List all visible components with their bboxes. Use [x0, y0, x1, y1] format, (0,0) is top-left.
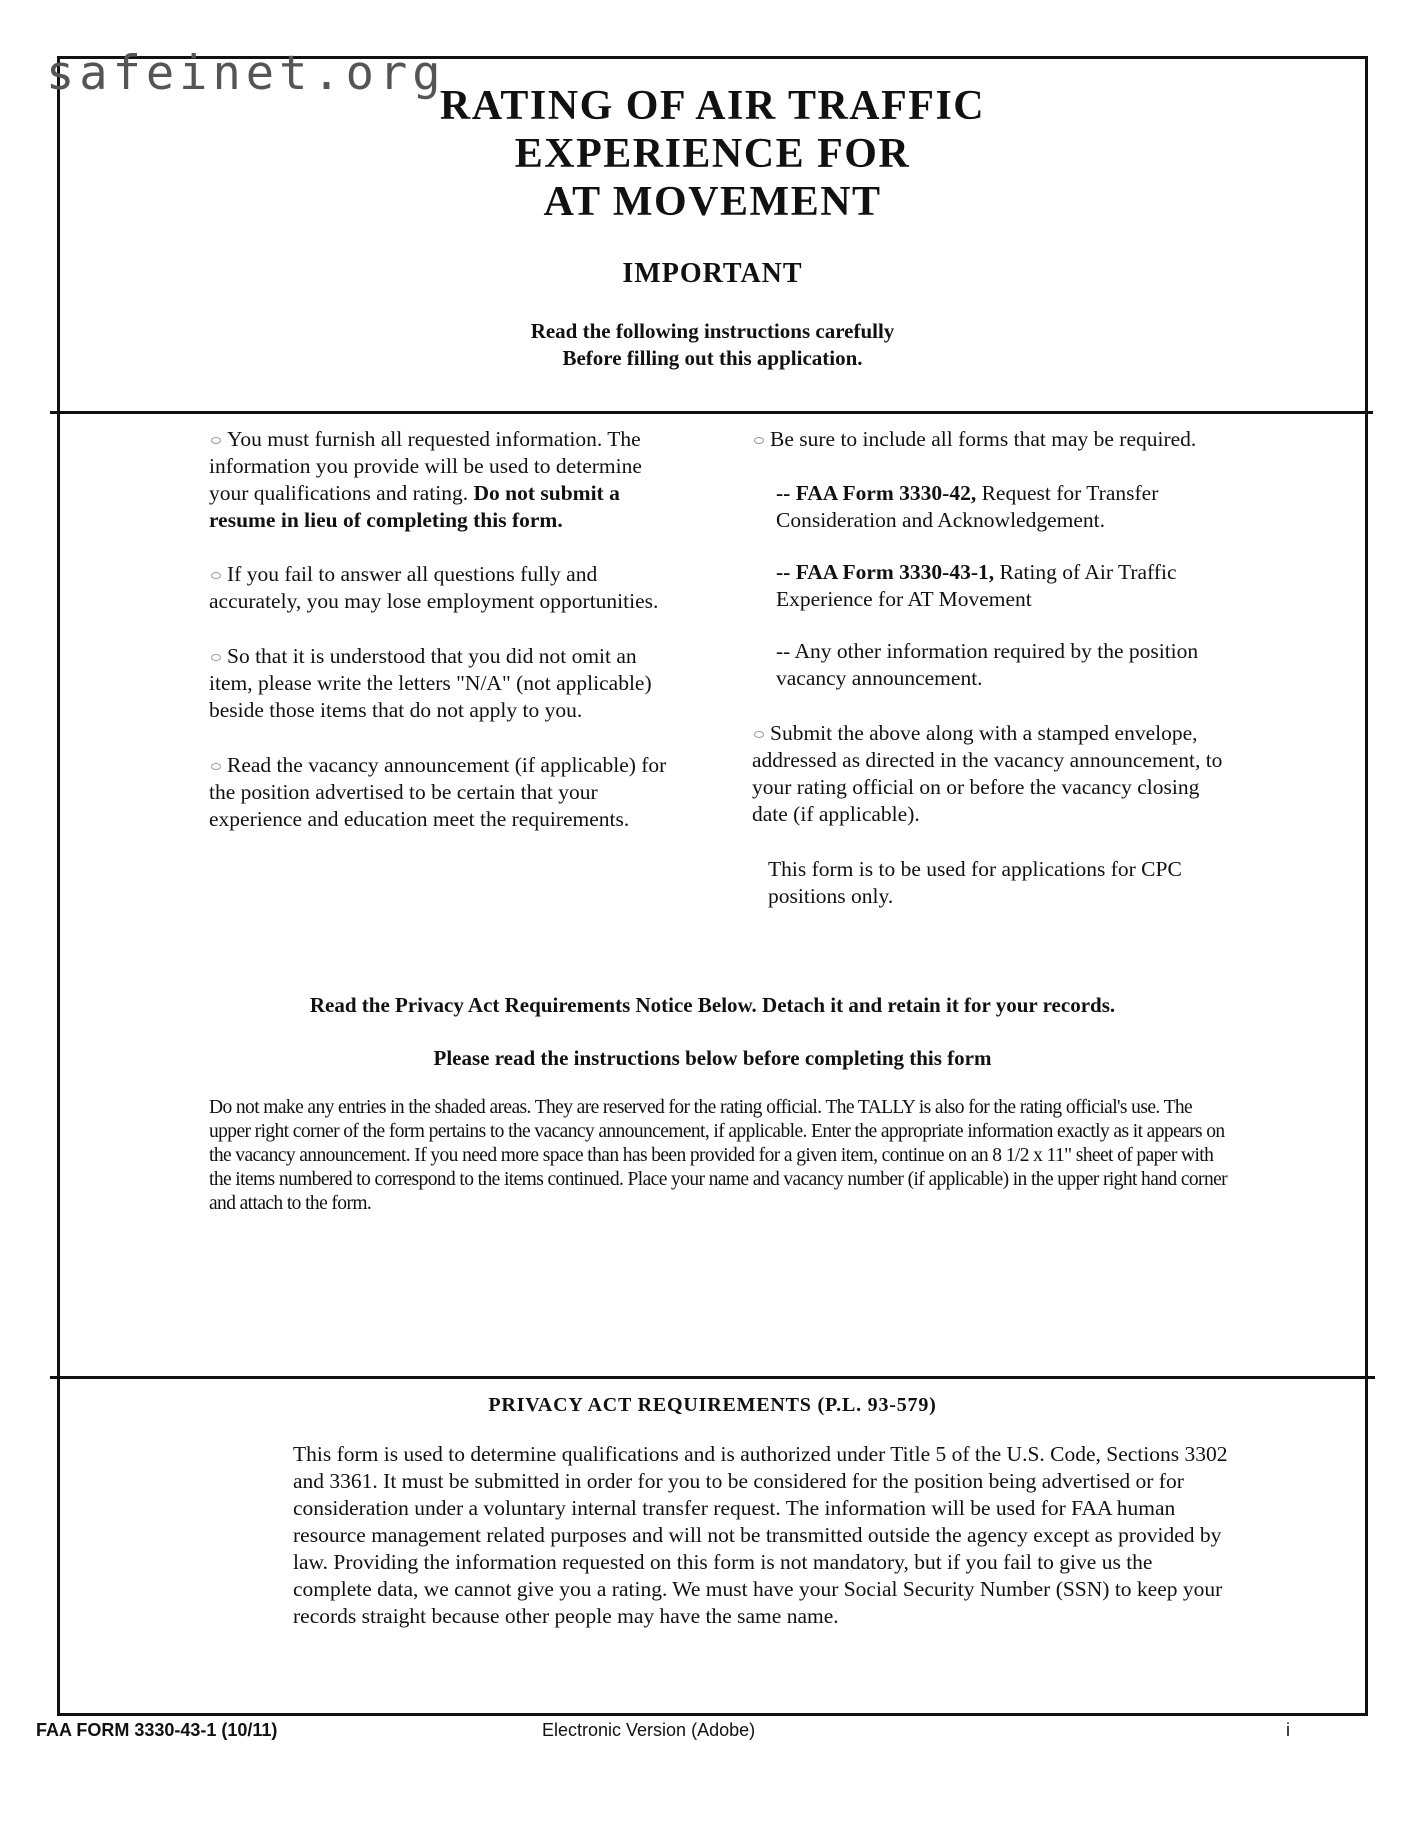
footer-form-id: FAA FORM 3330-43-1 (10/11)	[36, 1720, 278, 1740]
section-divider-bottom	[50, 1376, 1375, 1379]
read-instructions	[0, 318, 1419, 372]
instructions-right-column	[752, 426, 1232, 910]
title-line-2: EXPERIENCE FOR	[514, 131, 911, 177]
footer-version: Electronic Version (Adobe)	[542, 1720, 756, 1740]
instruction-item: If you fail to answer all questions fully and accurately, you may lose employment opportunities.	[209, 562, 659, 613]
bullet-icon	[211, 437, 221, 444]
bullet-icon	[211, 654, 221, 661]
page-title	[0, 82, 1419, 226]
section-divider-top	[50, 411, 1373, 414]
instruction-item: Read the vacancy announcement (if applicable) for the position advertised to be certain that your experience and education meet the requirements.	[209, 753, 667, 831]
title-line-1: RATING OF AIR TRAFFIC	[439, 83, 986, 129]
privacy-act-body: This form is used to determine qualifications and is authorized under Title 5 of the U.S. Code, Sections 3302 and 3361. It must be submitted in order for you to be considered for the position being advertised or for consideration under a voluntary internal transfer request. The information will be used for FAA human resource management related purposes and will not be transmitted outside the agency except as provided by law. Providing the information requested on this form is not mandatory, but if you fail to give us the complete data, we cannot give you a rating. We must have your Social Security Number (SSN) to keep your records straight because other people may have the same name.	[293, 1442, 1228, 1628]
please-read-heading: Please read the instructions below before completing this form	[433, 1046, 992, 1070]
instruction-item: Submit the above along with a stamped envelope, addressed as directed in the vacancy announcement, to your rating official on or before the vacancy closing date (if applicable).	[752, 721, 1223, 826]
privacy-act-title: PRIVACY ACT REQUIREMENTS (P.L. 93-579)	[488, 1394, 937, 1416]
required-form-item: -- FAA Form 3330-43-1, Rating of Air Traffic Experience for AT Movement	[776, 560, 1177, 611]
required-form-item: -- FAA Form 3330-42, Request for Transfer Consideration and Acknowledgement.	[776, 481, 1159, 532]
resume-warning: Do not submit a resume in lieu of completing this form.	[209, 481, 620, 532]
instruction-item: You must furnish all requested information. The information you provide will be used to determine your qualifications and rating. Do not submit a resume in lieu of completing this form.	[209, 427, 642, 532]
bullet-icon	[754, 731, 764, 738]
required-form-item: -- Any other information required by the position vacancy announcement.	[776, 639, 1199, 690]
watermark: safeinet.org	[46, 46, 446, 101]
read-instructions-line-1: Read the following instructions carefully	[530, 319, 895, 343]
shaded-areas-instructions: Do not make any entries in the shaded areas. They are reserved for the rating official. The TALLY is also for the rating official's use. The upper right corner of the form pertains to the vacancy announcement, if applicable. Enter the appropriate information exactly as it appears on the vacancy announcement. If you need more space than has been provided for a given item, continue on an 8 1/2 x 11" sheet of paper with the items numbered to correspond to the items continued. Place your name and vacancy number (if applicable) in the upper right hand corner and attach to the form.	[209, 1097, 1228, 1214]
instruction-item: So that it is understood that you did not omit an item, please write the letters "N/A" (not applicable) beside those items that do not apply to you.	[209, 644, 652, 722]
footer-page-number: i	[1286, 1720, 1290, 1740]
read-instructions-line-2: Before filling out this application.	[562, 346, 863, 370]
bullet-icon	[754, 437, 764, 444]
instruction-item: Be sure to include all forms that may be required.	[752, 426, 1232, 453]
instructions-left-column	[209, 426, 669, 833]
privacy-notice-heading: Read the Privacy Act Requirements Notice Below. Detach it and retain it for your records.	[309, 993, 1116, 1017]
important-heading: IMPORTANT	[622, 258, 803, 289]
title-line-3: AT MOVEMENT	[543, 179, 882, 225]
bullet-icon	[211, 572, 221, 579]
instruction-item: This form is to be used for applications for CPC positions only.	[768, 857, 1182, 908]
bullet-icon	[211, 763, 221, 770]
